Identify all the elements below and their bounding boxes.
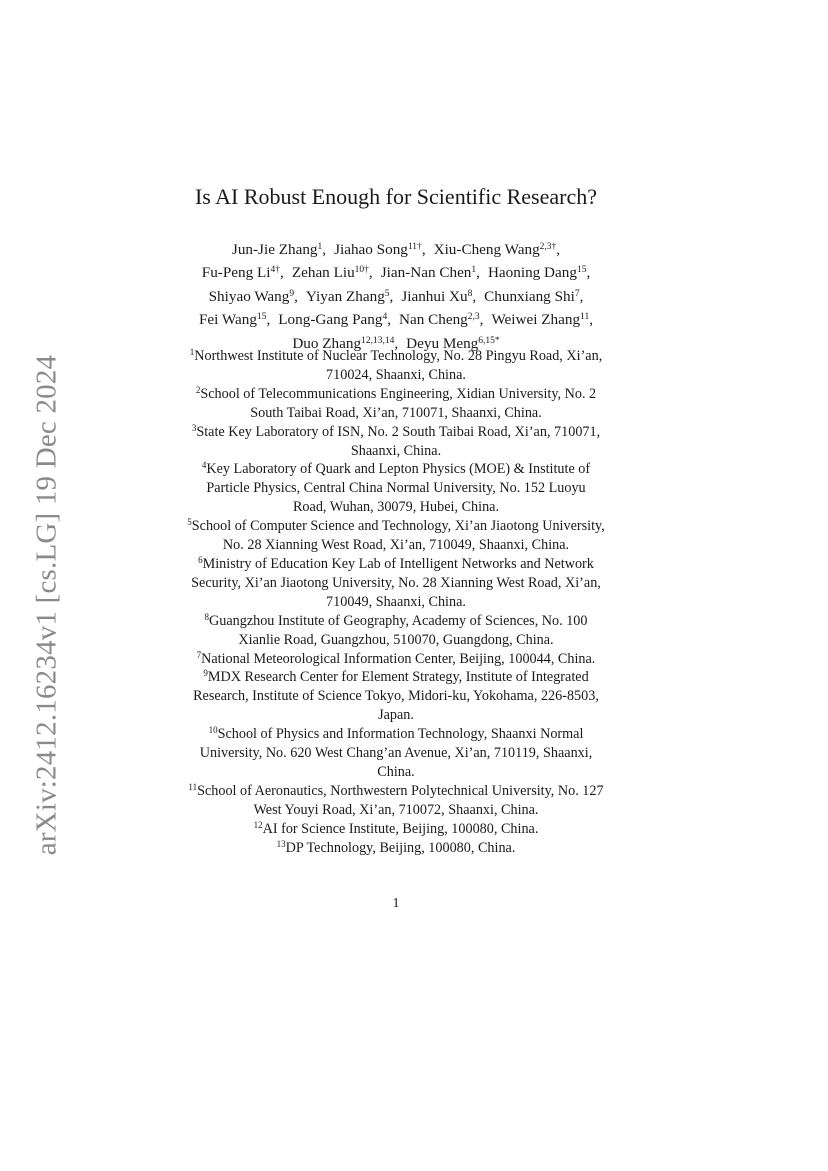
author-name: Duo Zhang: [292, 334, 362, 352]
affiliation-text: South Taibai Road, Xi’an, 710071, Shaanxi, China.: [250, 404, 542, 421]
affiliation-number: 7: [196, 649, 202, 660]
affiliation-text: School of Telecommunications Engineering, Xidian University, No. 2: [200, 385, 597, 402]
affiliation-line: [0, 668, 792, 687]
affiliation-text: National Meteorological Information Center, Beijing, 100044, China.: [201, 650, 596, 667]
author: Haoning Dang$^{15}$,: [487, 264, 591, 282]
author: Jianhui Xu$^8$,: [401, 287, 477, 305]
author-affiliation-mark: 1: [471, 265, 477, 276]
author-affiliation-mark: 8: [467, 288, 473, 299]
affiliation-text: Ministry of Education Key Lab of Intelligent Networks and Network: [202, 555, 594, 572]
author: Fu-Peng $Li^{4\dagger}$,: [201, 264, 284, 282]
author-list: [0, 238, 792, 355]
affiliation-text: State Key Laboratory of ISN, No. 2 South Taibai Road, Xi’an, 710071,: [196, 423, 601, 440]
author-affiliation-mark: 2,3: [467, 312, 480, 323]
affiliation-line: [0, 820, 792, 839]
author-affiliation-mark: 15: [256, 312, 267, 323]
affiliation-text: AI for Science Institute, Beijing, 100080, China.: [262, 820, 539, 837]
author-line: [0, 238, 792, 261]
affiliation-line: [0, 385, 792, 404]
affiliation-line: [0, 347, 792, 366]
author-affiliation-mark: 11†: [407, 242, 422, 252]
author-affiliation-mark: 11: [580, 312, 590, 323]
affiliation-line: [0, 479, 792, 498]
arxiv-identifier: arXiv:2412.16234v1 [cs.LG] 19 Dec 2024: [30, 354, 63, 856]
affiliation-number: 11: [188, 781, 198, 792]
author-affiliation-mark: 9: [289, 288, 295, 299]
affiliation-line: [0, 536, 792, 555]
affiliation-line: [0, 366, 792, 385]
author-affiliation-mark: 15: [576, 265, 587, 276]
affiliation-line: [0, 593, 792, 612]
author-name: Weiwei Zhang: [491, 311, 581, 329]
author-affiliation-mark: 7: [574, 288, 580, 299]
author-name: Zehan Liu: [291, 264, 355, 282]
affiliation-text: Particle Physics, Central China Normal University, No. 152 Luoyu: [206, 480, 586, 497]
author-line: [0, 308, 792, 331]
affiliation-line: [0, 706, 792, 725]
author-affiliation-mark: 1: [317, 242, 323, 252]
author: Jian-Nan Chen$^1$,: [380, 264, 480, 282]
author: Long-Gang Pang$^4$,: [278, 311, 391, 329]
paper-title: Is AI Robust Enough for Scientific Research?: [194, 184, 597, 209]
affiliation-text: No. 28 Xianning West Road, Xi’an, 710049, Shaanxi, China.: [222, 537, 570, 554]
affiliation-line: [0, 801, 792, 820]
affiliation-number: 12: [253, 819, 263, 830]
affiliation-line: [0, 650, 792, 669]
affiliation-line: [0, 744, 792, 763]
author-line: [0, 261, 792, 284]
author-name: Shiyao Wang: [208, 287, 290, 305]
author: Fei Wang$^{15}$,: [198, 311, 271, 329]
affiliation-text: West Youyi Road, Xi’an, 710072, Shaanxi, China.: [253, 801, 539, 818]
affiliation-number: 13: [276, 838, 286, 849]
affiliation-number: 6: [198, 554, 203, 565]
author: Shiyao Wang$^9$,: [208, 287, 298, 305]
affiliation-number: 1: [189, 347, 195, 357]
author-name: Xiu-Cheng Wang: [433, 241, 540, 258]
author-name: Jianhui Xu: [401, 287, 468, 305]
author: Xiu-Cheng Wang$^{2,3\dagger}$,: [433, 241, 561, 258]
affiliation-text: School of Physics and Information Technology, Shaanxi Normal: [217, 726, 584, 743]
affiliation-line: [0, 574, 792, 593]
affiliation-text: Guangzhou Institute of Geography, Academy of Sciences, No. 100: [209, 612, 588, 629]
author-name: Yiyan Zhang: [305, 287, 385, 305]
affiliation-line: [0, 423, 792, 442]
affiliation-line: [0, 687, 792, 706]
author-line: [0, 285, 792, 308]
page-number: 1: [392, 896, 400, 911]
author: Weiwei Zhang$^{11}$,: [491, 311, 593, 329]
affiliation-text: University, No. 620 West Chang’an Avenue, Xi’an, 710119, Shaanxi,: [199, 745, 593, 762]
affiliation-text: Northwest Institute of Nuclear Technology, No. 28 Pingyu Road, Xi’an,: [194, 348, 603, 364]
affiliation-text: Xianlie Road, Guangzhou, 510070, Guangdong, China.: [238, 631, 554, 648]
affiliation-number: 4: [201, 460, 207, 471]
author: Jun-Jie Zhang$^1$,: [231, 241, 327, 258]
affiliation-list: [0, 347, 792, 857]
affiliation-number: 2: [195, 384, 201, 395]
affiliation-line: [0, 782, 792, 801]
author-affiliation-mark: 4: [382, 312, 388, 323]
affiliation-number: 8: [204, 611, 209, 622]
affiliation-text: DP Technology, Beijing, 100080, China.: [285, 839, 516, 856]
affiliation-line: [0, 517, 792, 536]
affiliation-text: 710024, Shaanxi, China.: [326, 366, 466, 383]
author-name: Long-Gang Pang: [278, 311, 383, 329]
author-affiliation-mark: 5: [384, 288, 390, 299]
affiliation-line: [0, 555, 792, 574]
author-name: Fu-Peng Li: [201, 264, 271, 282]
affiliation-line: [0, 725, 792, 744]
affiliation-line: [0, 839, 792, 858]
author: Duo Zhang$^{12,13,14}$,: [292, 334, 399, 352]
affiliation-text: Japan.: [378, 707, 414, 724]
affiliation-number: 3: [191, 422, 197, 433]
affiliation-line: [0, 498, 792, 517]
affiliation-line: [0, 404, 792, 423]
affiliation-text: Shaanxi, China.: [350, 442, 442, 459]
author-name: Nan Cheng: [399, 311, 468, 329]
author-affiliation-mark: 4†: [270, 265, 281, 276]
author: Chunxiang Shi$^7$,: [484, 287, 584, 305]
affiliation-line: [0, 460, 792, 479]
affiliation-line: [0, 442, 792, 461]
affiliation-text: China.: [377, 763, 415, 780]
author-name: Jun-Jie Zhang: [231, 241, 318, 258]
author-name: Haoning Dang: [487, 264, 577, 282]
affiliation-text: MDX Research Center for Element Strategy, Institute of Integrated: [207, 669, 589, 686]
affiliation-text: 710049, Shaanxi, China.: [326, 593, 466, 610]
author: Jiahao Song$^{11\dagger}$,: [334, 241, 426, 258]
author-affiliation-mark: 10†: [354, 265, 369, 276]
affiliation-text: Research, Institute of Science Tokyo, Midori-ku, Yokohama, 226-8503,: [193, 688, 599, 705]
author-name: Deyu Meng: [406, 334, 479, 352]
affiliation-number: 9: [203, 668, 208, 679]
author: Zehan Liu$^{10\dagger}$,: [291, 264, 373, 282]
author-name: Chunxiang Shi: [484, 287, 575, 305]
affiliation-text: School of Computer Science and Technology, Xi’an Jiaotong University,: [191, 518, 605, 535]
affiliation-text: School of Aeronautics, Northwestern Polytechnical University, No. 127: [197, 782, 604, 799]
affiliation-text: Security, Xi’an Jiaotong University, No. 28 Xianning West Road, Xi’an,: [191, 574, 601, 591]
author: Nan Cheng$^{2,3}$,: [399, 311, 484, 329]
affiliation-text: Key Laboratory of Quark and Lepton Physics (MOE) & Institute of: [206, 461, 591, 478]
affiliation-text: Road, Wuhan, 30079, Hubei, China.: [292, 499, 500, 516]
author-name: Jiahao Song: [334, 241, 408, 258]
author: Yiyan Zhang$^5$,: [305, 287, 394, 305]
author-affiliation-mark: 6,15*: [478, 335, 500, 346]
author-name: Fei Wang: [198, 311, 257, 329]
author-affiliation-mark: 2,3†: [539, 242, 557, 252]
affiliation-line: [0, 631, 792, 650]
affiliation-line: [0, 763, 792, 782]
affiliation-number: 5: [187, 517, 192, 528]
affiliation-number: 10: [208, 725, 218, 736]
author-affiliation-mark: 12,13,14: [361, 335, 395, 346]
affiliation-line: [0, 612, 792, 631]
author-name: Jian-Nan Chen: [380, 264, 472, 282]
